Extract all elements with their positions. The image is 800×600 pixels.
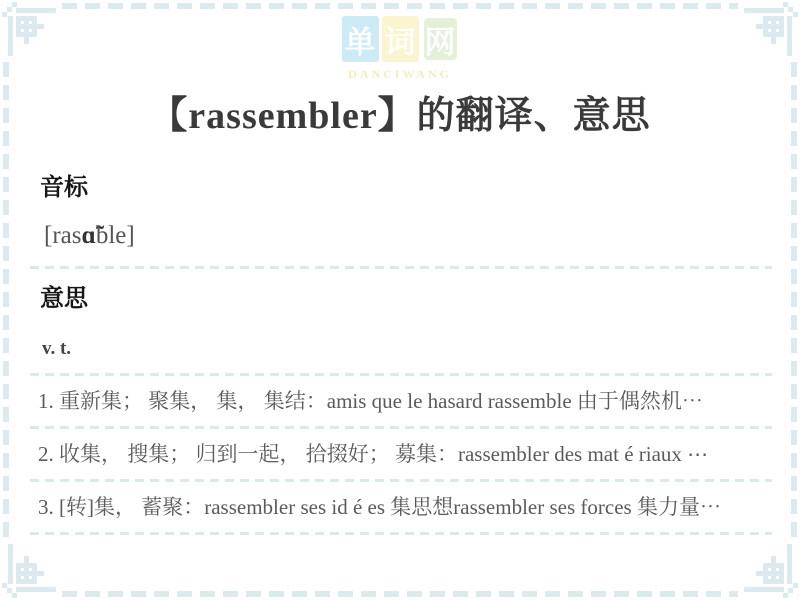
definition-item-1: 1. 重新集； 聚集， 集， 集结：amis que le hasard rassemble 由于偶然机⋯ — [38, 389, 703, 413]
part-of-speech: v. t. — [42, 338, 72, 359]
corner-ornament-bottom-right — [730, 530, 800, 600]
logo-subtitle: DANCIWANG — [348, 67, 452, 81]
section-heading-meaning: 意思 — [40, 286, 88, 312]
phonetic-post: ble] — [95, 222, 135, 249]
definition-item-2: 2. 收集， 搜集； 归到一起， 拾掇好； 募集：rassembler des mat é riaux ⋯ — [38, 442, 709, 466]
definition-item-3: 3. [转]集， 蓄聚：rassembler ses id é es 集思想rassembler ses forces 集力量⋯ — [38, 495, 721, 519]
border-dashes-bottom — [62, 591, 738, 597]
section-heading-phonetic: 音标 — [40, 175, 88, 201]
divider — [30, 532, 772, 535]
logo-tile-ci: 词 — [382, 16, 419, 62]
corner-ornament-bottom-left — [0, 530, 70, 600]
page-title: 【rassembler】的翻译、意思 — [149, 95, 651, 137]
entry-content — [30, 168, 772, 535]
logo-tiles — [342, 16, 459, 62]
logo-tile-wang: 网 — [422, 16, 459, 62]
border-dashes-top — [62, 3, 738, 9]
divider — [30, 266, 772, 269]
phonetic-pre: [ras — [44, 222, 82, 249]
phonetic-value — [44, 220, 772, 252]
logo-tile-dan: 单 — [342, 16, 379, 62]
site-logo — [0, 16, 800, 82]
phonetic-nasal-vowel: ɑ̃ — [81, 222, 96, 249]
